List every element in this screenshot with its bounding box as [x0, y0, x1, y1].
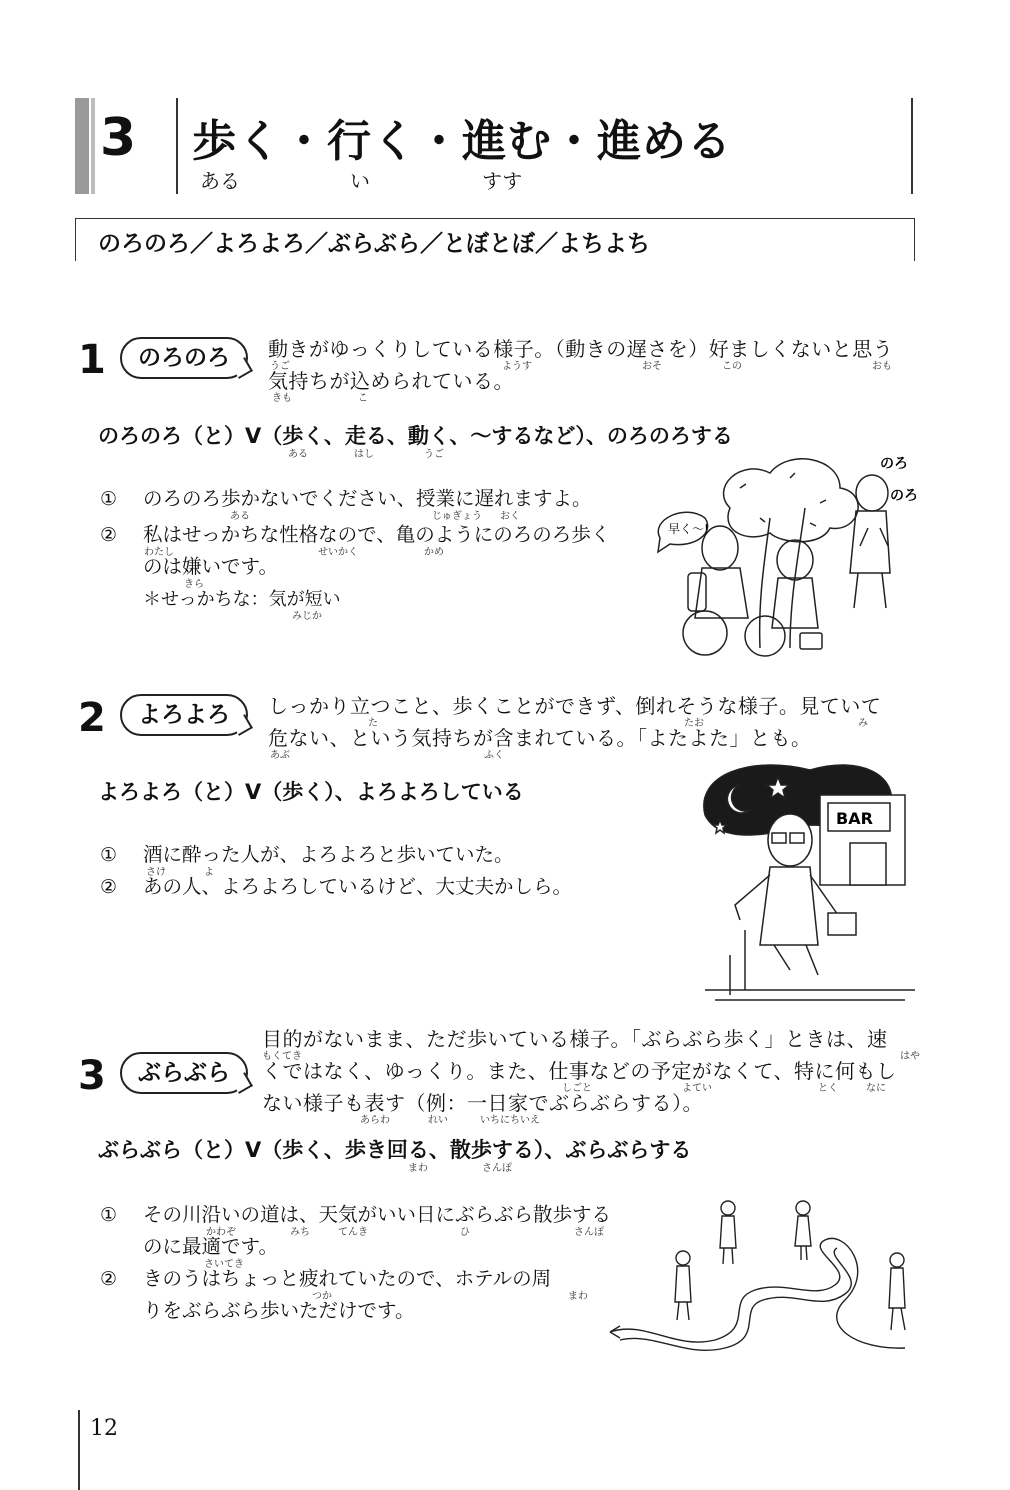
section-description-line: しっかり立つこと、歩くことができず、倒れそうな様子。見ていて: [268, 694, 882, 718]
chapter-title: 歩く・行く・進む・進める: [192, 116, 732, 167]
example-sentence: 私はせっかちな性格なので、亀のようにのろのろ歩く: [143, 523, 611, 546]
ruby: いちにちいえ: [480, 1115, 540, 1126]
ruby: ようす: [502, 361, 532, 372]
tree-canopy: [724, 459, 859, 542]
ruby: こ: [358, 393, 368, 404]
ruby: み: [858, 718, 868, 729]
example-number: ②: [100, 1268, 118, 1290]
ruby: ひ: [460, 1227, 470, 1238]
example-number: ②: [100, 876, 118, 898]
illustration-slow-walk: [640, 448, 920, 678]
ruby: はし: [354, 449, 374, 460]
ruby: わたし: [144, 547, 174, 558]
section-description-line: くではなく、ゆっくり。また、仕事などの予定がなくて、特に何もし: [262, 1059, 897, 1083]
ruby: みち: [290, 1227, 310, 1238]
section-description-line: 目的がないまま、ただ歩いている様子。「ぶらぶら歩く」ときは、速: [262, 1027, 888, 1051]
ruby: きも: [272, 393, 292, 404]
ruby: うご: [424, 449, 444, 460]
word-pill: ぶらぶら: [120, 1052, 248, 1094]
chapter-ruby: ある: [200, 169, 240, 193]
ruby: この: [722, 361, 742, 372]
ruby: つか: [312, 1291, 332, 1302]
chapter-divider: [176, 98, 178, 194]
section-number: 1: [78, 337, 106, 383]
ruby: なに: [866, 1083, 886, 1094]
chapter-bar: [75, 98, 89, 194]
chapter-ruby: い: [350, 169, 370, 193]
word-list: のろのろ／よろよろ／ぶらぶら／とぼとぼ／よちよち: [98, 231, 650, 257]
ruby: はや: [900, 1051, 920, 1062]
ruby: とく: [818, 1083, 838, 1094]
usage-pattern: のろのろ（と）V（歩く、走る、動く、～するなど）、のろのろする: [98, 424, 733, 448]
illustration-staggering-man: [690, 755, 920, 1005]
slow-walker-head: [856, 475, 888, 511]
ruby: まわ: [568, 1291, 588, 1302]
ruby: せいかく: [318, 547, 358, 558]
ruby: た: [368, 718, 378, 729]
man-body: [760, 867, 818, 945]
usage-pattern: よろよろ（と）V（歩く）、よろよろしている: [98, 780, 524, 804]
page-number: 12: [90, 1416, 118, 1441]
bar-sign-text: BAR: [836, 809, 873, 828]
ruby: きら: [184, 579, 204, 590]
ruby: よ: [204, 867, 214, 878]
sfx-text: のろ: [890, 488, 918, 504]
ruby: おそ: [642, 361, 662, 372]
section-number: 3: [78, 1053, 106, 1099]
example-sentence: きのうはちょっと疲れていたので、ホテルの周: [143, 1267, 552, 1290]
ruby: しごと: [562, 1083, 592, 1094]
footer-line: [78, 1410, 80, 1490]
figure-head: [890, 1253, 904, 1267]
chapter-ruby: すす: [482, 169, 523, 193]
chapter-number: 3: [100, 108, 137, 168]
example-number: ①: [100, 1204, 118, 1226]
example-sentence: あの人、よろよろしているけど、大丈夫かしら。: [143, 875, 573, 898]
section-description-line: ない様子も表す（例：一日家でぶらぶらする）。: [262, 1091, 703, 1115]
briefcase: [828, 913, 856, 935]
winding-path: [610, 1238, 905, 1348]
example-sentence: 酒に酔った人が、よろよろと歩いていた。: [143, 843, 514, 866]
speech-text: 早く～!: [668, 522, 709, 536]
ruby: ある: [288, 449, 308, 460]
ruby: ある: [230, 511, 250, 522]
chapter-bar-shade: [91, 98, 95, 194]
ruby: うご: [270, 361, 290, 372]
ruby: たお: [684, 718, 704, 729]
slow-walker-body: [850, 511, 890, 573]
ruby: まわ: [408, 1163, 428, 1174]
illustration-strolling-figures: [605, 1190, 925, 1365]
section-description-line: 気持ちが込められている。: [268, 369, 514, 393]
ruby: さけ: [146, 867, 166, 878]
word-pill: のろのろ: [120, 337, 248, 379]
figure-head: [796, 1201, 810, 1215]
ruby: ふく: [484, 750, 504, 761]
usage-pattern: ぶらぶら（と）V（歩く、歩き回る、散歩する）、ぶらぶらする: [98, 1138, 692, 1162]
note: ＊せっかちな：気が短い: [143, 589, 341, 610]
word-pill: よろよろ: [120, 694, 248, 736]
ruby: おも: [872, 361, 892, 372]
ruby: あぶ: [270, 750, 290, 761]
figure-head: [721, 1201, 735, 1215]
ruby: かわぞ: [206, 1227, 236, 1238]
ruby: さんぽ: [482, 1163, 512, 1174]
ruby: かめ: [424, 547, 444, 558]
ruby: おく: [500, 511, 520, 522]
section-description-line: 危ない、という気持ちが含まれている。「よたよた」とも。: [268, 726, 812, 750]
figure-head: [676, 1251, 690, 1265]
ruby: みじか: [292, 611, 322, 622]
ruby: あらわ: [360, 1115, 390, 1126]
example-sentence: その川沿いの道は、天気がいい日にぶらぶら散歩する: [143, 1203, 612, 1226]
ruby: もくてき: [262, 1051, 302, 1062]
example-number: ①: [100, 844, 118, 866]
hiker-head-back: [745, 616, 785, 656]
ruby: さんぽ: [574, 1227, 604, 1238]
section-description-line: 動きがゆっくりしている様子。（動きの遅さを）好ましくないと思う: [268, 337, 894, 361]
ruby: よてい: [682, 1083, 712, 1094]
example-sentence: のろのろ歩かないでください、授業に遅れますよ。: [143, 487, 592, 510]
ruby: さいてき: [204, 1259, 244, 1270]
section-number: 2: [78, 695, 106, 741]
chapter-divider-right: [911, 98, 913, 194]
example-sentence: のに最適です。: [143, 1235, 278, 1258]
bar-door: [850, 843, 886, 885]
example-number: ②: [100, 524, 118, 546]
ruby: れい: [428, 1115, 448, 1126]
example-sentence: りをぶらぶら歩いただけです。: [143, 1299, 415, 1322]
sfx-text: のろ: [880, 456, 908, 472]
ruby: てんき: [338, 1227, 368, 1238]
ruby: じゅぎょう: [432, 511, 482, 522]
example-number: ①: [100, 488, 118, 510]
example-sentence: のは嫌いです。: [143, 555, 278, 578]
